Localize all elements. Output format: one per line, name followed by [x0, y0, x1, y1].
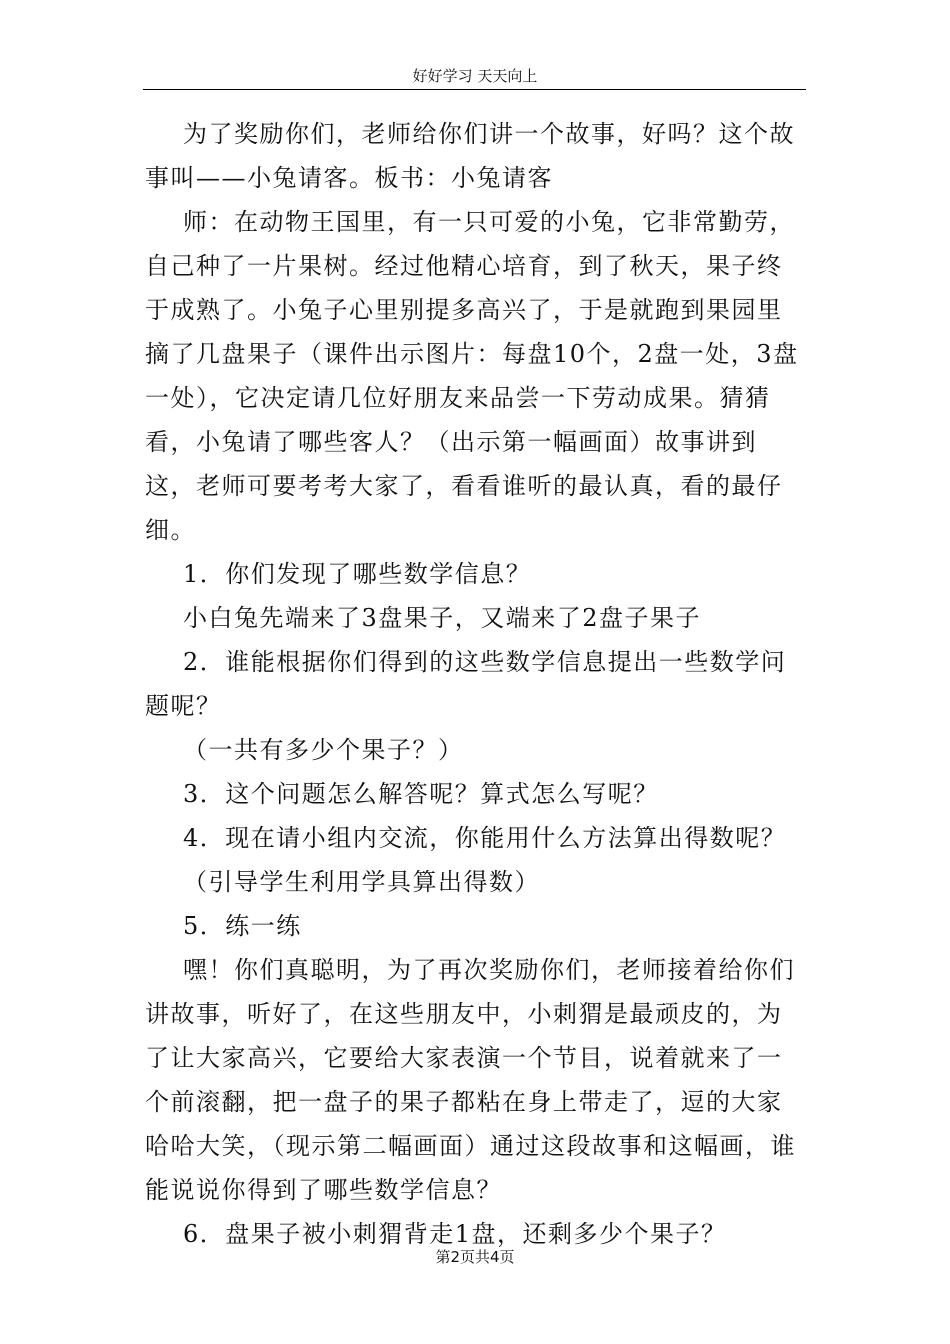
- paragraph-hedgehog-story: 嘿！你们真聪明，为了再次奖励你们，老师接着给你们讲故事，听好了，在这些朋友中，小刺猬是最顽皮的，为了让大家高兴，它要给大家表演一个节目，说着就来了一个前滚翻，把一盘子的果子都粘在身上带走了，逗的大家哈哈大笑，（现示第二幅画面）通过这段故事和这幅画，谁能说说你得到了哪些数学信息？: [145, 956, 796, 1204]
- question-1: 1．你们发现了哪些数学信息？: [183, 560, 532, 588]
- answer-4: （引导学生利用学具算出得数）: [183, 868, 540, 896]
- paragraph-story-intro: 为了奖励你们，老师给你们讲一个故事，好吗？这个故事叫——小兔请客。板书：小兔请客: [145, 120, 795, 192]
- question-2: 2．谁能根据你们得到的这些数学信息提出一些数学问题呢？: [145, 648, 787, 720]
- paragraph-teacher-story: 师：在动物王国里，有一只可爱的小兔，它非常勤劳，自己种了一片果树。经过他精心培育，到了秋天，果子终于成熟了。小兔子心里别提多高兴了，于是就跑到果园里摘了几盘果子（课件出示图片：每盘10个，2盘一处，3盘一处），它决定请几位好朋友来品尝一下劳动成果。猜猜看，小兔请了哪些客人？（出示第一幅画面）故事讲到这，老师可要考考大家了，看看谁听的最认真，看的最仔细。: [145, 208, 799, 544]
- header-divider: [143, 89, 806, 90]
- page-footer: 第2页共4页: [435, 1248, 515, 1266]
- section-5-title: 5．练一练: [183, 912, 302, 940]
- answer-2: （一共有多少个果子？）: [183, 736, 464, 764]
- question-3: 3．这个问题怎么解答呢？算式怎么写呢？: [183, 780, 659, 808]
- question-6: 6．盘果子被小刺猬背走1盘，还剩多少个果子？: [183, 1220, 727, 1248]
- document-body: [145, 112, 807, 1256]
- answer-1: 小白兔先端来了3盘果子，又端来了2盘子果子: [183, 604, 702, 632]
- question-4: 4．现在请小组内交流，你能用什么方法算出得数呢？: [183, 824, 787, 852]
- page-header: 好好学习 天天向上: [412, 67, 538, 85]
